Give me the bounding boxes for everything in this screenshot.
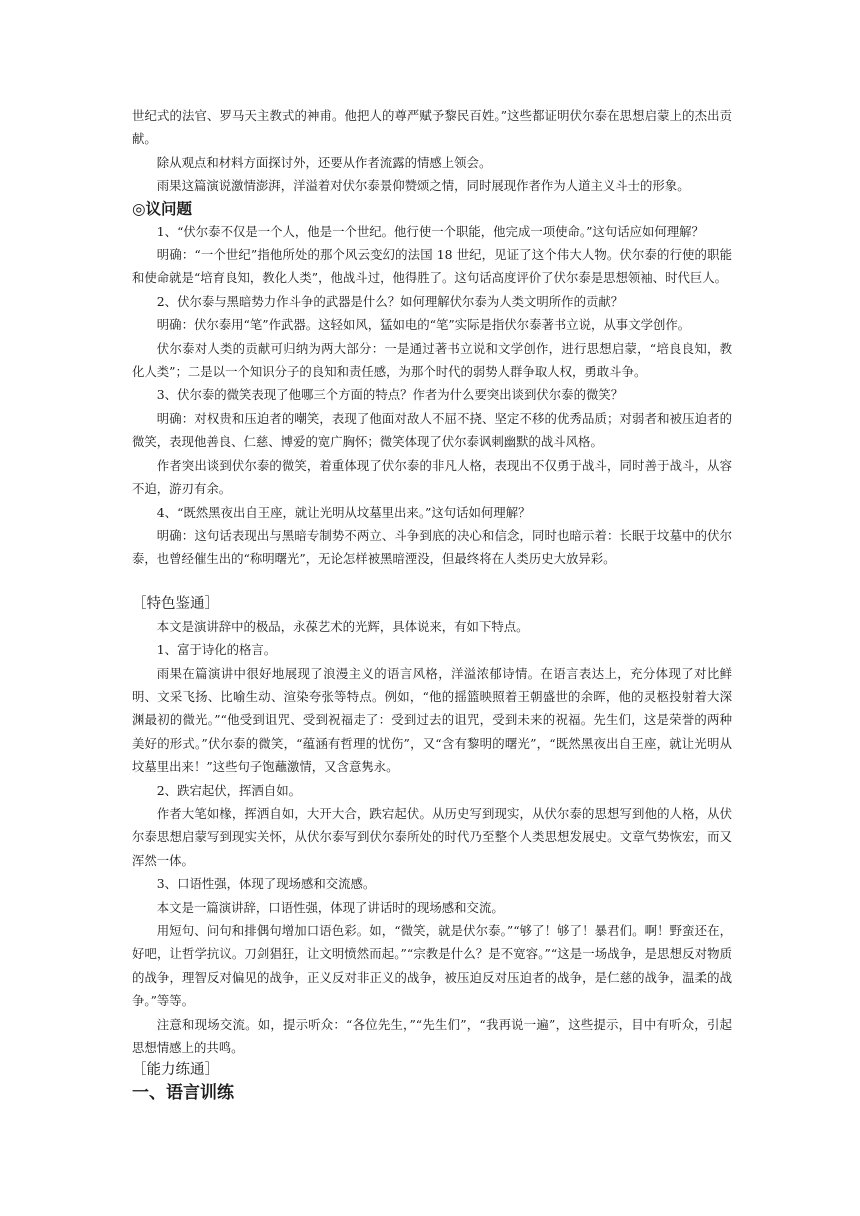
- paragraph: 雨果这篇演说激情澎湃，洋溢着对伏尔泰景仰赞颂之情，同时展现作者作为人道主义斗士的形象。: [156, 178, 690, 194]
- answer-item: 明确：“一个世纪”指他所处的那个风云变幻的法国 18 世纪，见证了这个伟大人物。伏尔泰的行使的职能和使命就是“培育良知，教化人类”，他战斗过，他得胜了。这句话高度评价了伏尔泰是思想领袖、时代巨人。: [132, 247, 732, 286]
- paragraph: 雨果在篇演讲中很好地展现了浪漫主义的语言风格，洋溢浓郁诗情。在语言表达上，充分体现了对比鲜明、文采飞扬、比喻生动、渲染夸张等特点。例如，“他的摇篮映照着王朝盛世的余晖，他的灵柩投射着大深渊最初的微光。”“他受到诅咒、受到祝福走了：受到过去的诅咒，受到未来的祝福。先生们，这是荣誉的两种美好的形式。”伏尔泰的微笑，“蕴涵有哲理的忧伤”，又“含有黎明的曙光”，“既然黑夜出自王座，就让光明从坟墓里出来！”这些句子饱蘸激情，又含意隽永。: [132, 665, 732, 775]
- section-heading-features: ［特色鉴通］: [132, 595, 219, 612]
- feature-point: 2、跌宕起伏，挥洒自如。: [156, 782, 301, 798]
- answer-item: 明确：这句话表现出与黑暗专制势不两立、斗争到底的决心和信念，同时也暗示着：长眠于坟墓中的伏尔泰，也曾经催生出的“称明曙光”，无论怎样被黑暗湮没，但最终将在人类历史大放异彩。: [132, 527, 732, 567]
- question-item: 2、伏尔泰与黑暗势力作斗争的武器是什么？如何理解伏尔泰为人类文明所作的贡献？: [156, 293, 624, 309]
- section-heading-practice: ［能力练通］: [132, 1062, 219, 1079]
- section-heading-discuss: ◎议问题: [132, 198, 193, 218]
- paragraph: 注意和现场交流。如，提示听众：“各位先生，”“先生们”，“我再说一遍”，这些提示，目中有听众，引起思想情感上的共鸣。: [132, 1016, 732, 1056]
- subsection-heading-language: 一、语言训练: [132, 1083, 234, 1104]
- question-item: 4、“既然黑夜出自王座，就让光明从坟墓里出来。”这句话如何理解？: [156, 504, 531, 520]
- paragraph-continued: 世纪式的法官、罗马天主教式的神甫。他把人的尊严赋予黎民百姓。”这些都证明伏尔泰在思想启蒙上的杰出贡献。: [132, 108, 732, 147]
- paragraph: 用短句、问句和排偶句增加口语色彩。如，“微笑，就是伏尔泰。”“够了！够了！暴君们。啊！野蛮还在，好吧，让哲学抗议。刀剑猖狂，让文明愤然而起。”“宗教是什么？是不宽容。”“这是一场战争，是思想反对物质的战争，理智反对偏见的战争，正义反对非正义的战争，被压迫反对压迫者的战争，是仁慈的战争，温柔的战争。”等等。: [132, 923, 732, 1009]
- paragraph: 作者大笔如椽，挥洒自如，大开大合，跌宕起伏。从历史写到现实，从伏尔泰的思想写到他的人格，从伏尔泰思想启蒙写到现实关怀，从伏尔泰写到伏尔泰所处的时代乃至整个人类思想发展史。文章气势恢宏，而又浑然一体。: [132, 805, 732, 868]
- answer-item: 明确：伏尔泰用“笔”作武器。这轻如风，猛如电的“笔”实际是指伏尔泰著书立说，从事文学创作。: [156, 317, 691, 333]
- question-item: 1、“伏尔泰不仅是一个人，他是一个世纪。他行使一个职能，他完成一项使命。”这句话应如何理解？: [156, 223, 704, 239]
- answer-item: 作者突出谈到伏尔泰的微笑，着重体现了伏尔泰的非凡人格，表现出不仅勇于战斗，同时善于战斗，从容不迫，游刃有余。: [132, 457, 732, 497]
- feature-point: 1、富于诗化的格言。: [156, 642, 277, 658]
- answer-item: 明确：对权贵和压迫者的嘲笑，表现了他面对敌人不屈不挠、坚定不移的优秀品质；对弱者和被压迫者的微笑，表现他善良、仁慈、博爱的宽广胸怀；微笑体现了伏尔泰讽刺幽默的战斗风格。: [132, 410, 732, 450]
- paragraph: 本文是演讲辞中的极品，永葆艺术的光辉，具体说来，有如下特点。: [156, 618, 529, 634]
- question-item: 3、伏尔泰的微笑表现了他哪三个方面的特点？作者为什么要突出谈到伏尔泰的微笑？: [156, 387, 624, 403]
- feature-point: 3、口语性强，体现了现场感和交流感。: [156, 876, 376, 892]
- document-page: [132, 104, 732, 1105]
- paragraph: 本文是一篇演讲辞，口语性强，体现了讲话时的现场感和交流。: [156, 899, 504, 915]
- spacer: [132, 571, 732, 593]
- answer-item: 伏尔泰对人类的贡献可归纳为两大部分：一是通过著书立说和文学创作，进行思想启蒙，“培良良知，教化人类”；二是以一个知识分子的良知和责任感，为那个时代的弱势人群争取人权，勇敢斗争。: [132, 340, 732, 380]
- paragraph: 除从观点和材料方面探讨外，还要从作者流露的情感上领会。: [156, 154, 492, 170]
